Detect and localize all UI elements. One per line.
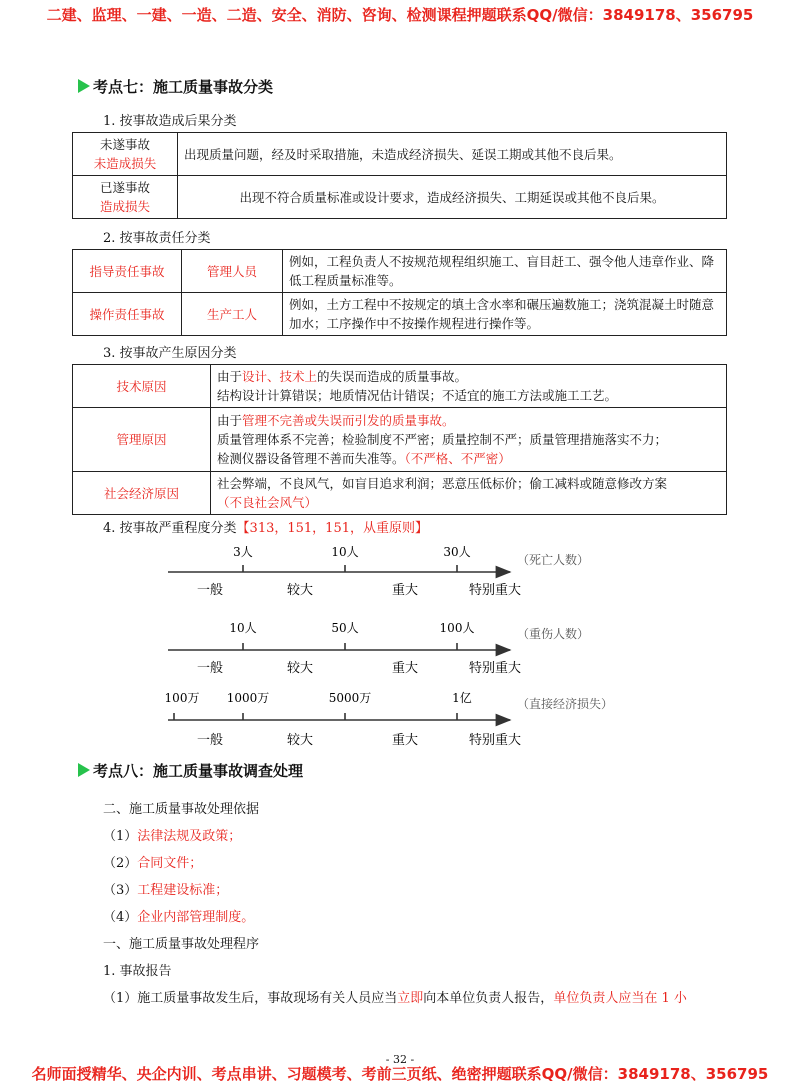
consequence-table [72, 132, 727, 219]
level-label: 特别重大 [468, 661, 522, 676]
report-paragraph: （1）施工质量事故发生后，事故现场有关人员应当立即向本单位负责人报告，单位负责人应当在 1 小 [103, 991, 687, 1006]
basis-item: （3）工程建设标准； [103, 883, 229, 898]
desc-cell: 出现质量问题，经及时采取措施，未造成经济损失、延误工期或其他不良后果。 [178, 133, 727, 176]
level-label: 一般 [196, 661, 224, 676]
section7-heading [78, 76, 273, 97]
scale-unit: （直接经济损失） [517, 697, 614, 711]
tick-label: 3人 [233, 545, 253, 559]
section8-heading [78, 760, 303, 781]
basis-item: （2）合同文件； [103, 856, 203, 871]
level-label: 一般 [196, 733, 224, 748]
tick-label: 10人 [331, 545, 359, 559]
type-cell: 操作责任事故 [73, 293, 182, 336]
tick-label: 1000万 [226, 691, 270, 705]
table-row [73, 293, 727, 336]
tick-label: 50人 [331, 621, 359, 635]
desc-cell: 例如，工程负责人不按规范规程组织施工、盲目赶工、强令他人违章作业、降低工程质量标准等。 [283, 250, 727, 293]
cause-desc-cell: 由于管理不完善或失误而引发的质量事故。 质量管理体系不完善；检验制度不严密；质量控制不严；质量管理措施落实不力； 检测仪器设备管理不善而失准等。（不严格、不严密） [211, 408, 727, 472]
table-row [73, 250, 727, 293]
tick-label: 10人 [229, 621, 257, 635]
cause-label-cell: 技术原因 [73, 365, 211, 408]
section7-title: 考点七：施工质量事故分类 [93, 78, 274, 96]
triangle-marker-icon [78, 763, 90, 777]
level-label: 重大 [391, 661, 419, 676]
level-label: 较大 [286, 661, 314, 676]
cause-desc-cell: 由于设计、技术上的失误而造成的质量事故。 结构设计计算错误；地质情况估计错误；不适宜的施工方法或施工工艺。 [211, 365, 727, 408]
top-banner: 二建、监理、一建、一造、二造、安全、消防、咨询、检测课程押题联系QQ/微信：3849178、356795 [46, 6, 754, 24]
basis-heading: 二、施工质量事故处理依据 [103, 802, 260, 817]
level-label: 较大 [286, 583, 314, 598]
term-cell: 未遂事故 未造成损失 [73, 133, 178, 176]
severity-scales-diagram [160, 536, 614, 752]
desc-cell: 例如，土方工程中不按规定的填土含水率和碾压遍数施工；浇筑混凝土时随意加水；工序操作中不按操作规程进行操作等。 [283, 293, 727, 336]
cause-label-cell: 管理原因 [73, 408, 211, 472]
subheading-by-responsibility: 2. 按事故责任分类 [103, 231, 211, 246]
tick-label: 100万 [164, 691, 200, 705]
scale-unit: （死亡人数） [517, 553, 590, 567]
table-row [73, 408, 727, 472]
level-label: 重大 [391, 583, 419, 598]
who-cell: 管理人员 [182, 250, 283, 293]
who-cell: 生产工人 [182, 293, 283, 336]
basis-item: （4）企业内部管理制度。 [103, 910, 255, 925]
table-row [73, 472, 727, 515]
tick-label: 30人 [443, 545, 471, 559]
level-label: 重大 [391, 733, 419, 748]
level-label: 特别重大 [468, 583, 522, 598]
responsibility-table [72, 249, 727, 336]
subheading-by-severity: 4. 按事故严重程度分类【313，151，151，从重原则】 [103, 521, 428, 536]
cause-label-cell: 社会经济原因 [73, 472, 211, 515]
page-number: - 32 - [385, 1053, 415, 1066]
triangle-marker-icon [78, 79, 90, 93]
level-label: 特别重大 [468, 733, 522, 748]
tick-label: 1亿 [452, 691, 472, 705]
procedure-heading: 一、施工质量事故处理程序 [103, 937, 260, 952]
cause-desc-cell: 社会弊端，不良风气，如盲目追求利润；恶意压低标价；偷工减料或随意修改方案 （不良社会风气） [211, 472, 727, 515]
report-heading: 1. 事故报告 [103, 964, 172, 979]
table-row [73, 176, 727, 219]
cause-table [72, 364, 727, 515]
tick-label: 5000万 [328, 691, 372, 705]
bottom-banner: 名师面授精华、央企内训、考点串讲、习题模考、考前三页纸、绝密押题联系QQ/微信：3849178、356795 [31, 1065, 769, 1083]
type-cell: 指导责任事故 [73, 250, 182, 293]
subheading-by-consequence: 1. 按事故造成后果分类 [103, 114, 237, 129]
tick-label: 100人 [439, 621, 475, 635]
level-label: 一般 [196, 583, 224, 598]
desc-cell: 出现不符合质量标准或设计要求，造成经济损失、工期延误或其他不良后果。 [178, 176, 727, 219]
table-row [73, 133, 727, 176]
subheading-by-cause: 3. 按事故产生原因分类 [103, 346, 237, 361]
level-label: 较大 [286, 733, 314, 748]
section8-title: 考点八：施工质量事故调查处理 [93, 762, 304, 780]
term-cell: 已遂事故 造成损失 [73, 176, 178, 219]
table-row [73, 365, 727, 408]
scale-unit: （重伤人数） [517, 627, 590, 641]
basis-item: （1）法律法规及政策； [103, 829, 242, 844]
